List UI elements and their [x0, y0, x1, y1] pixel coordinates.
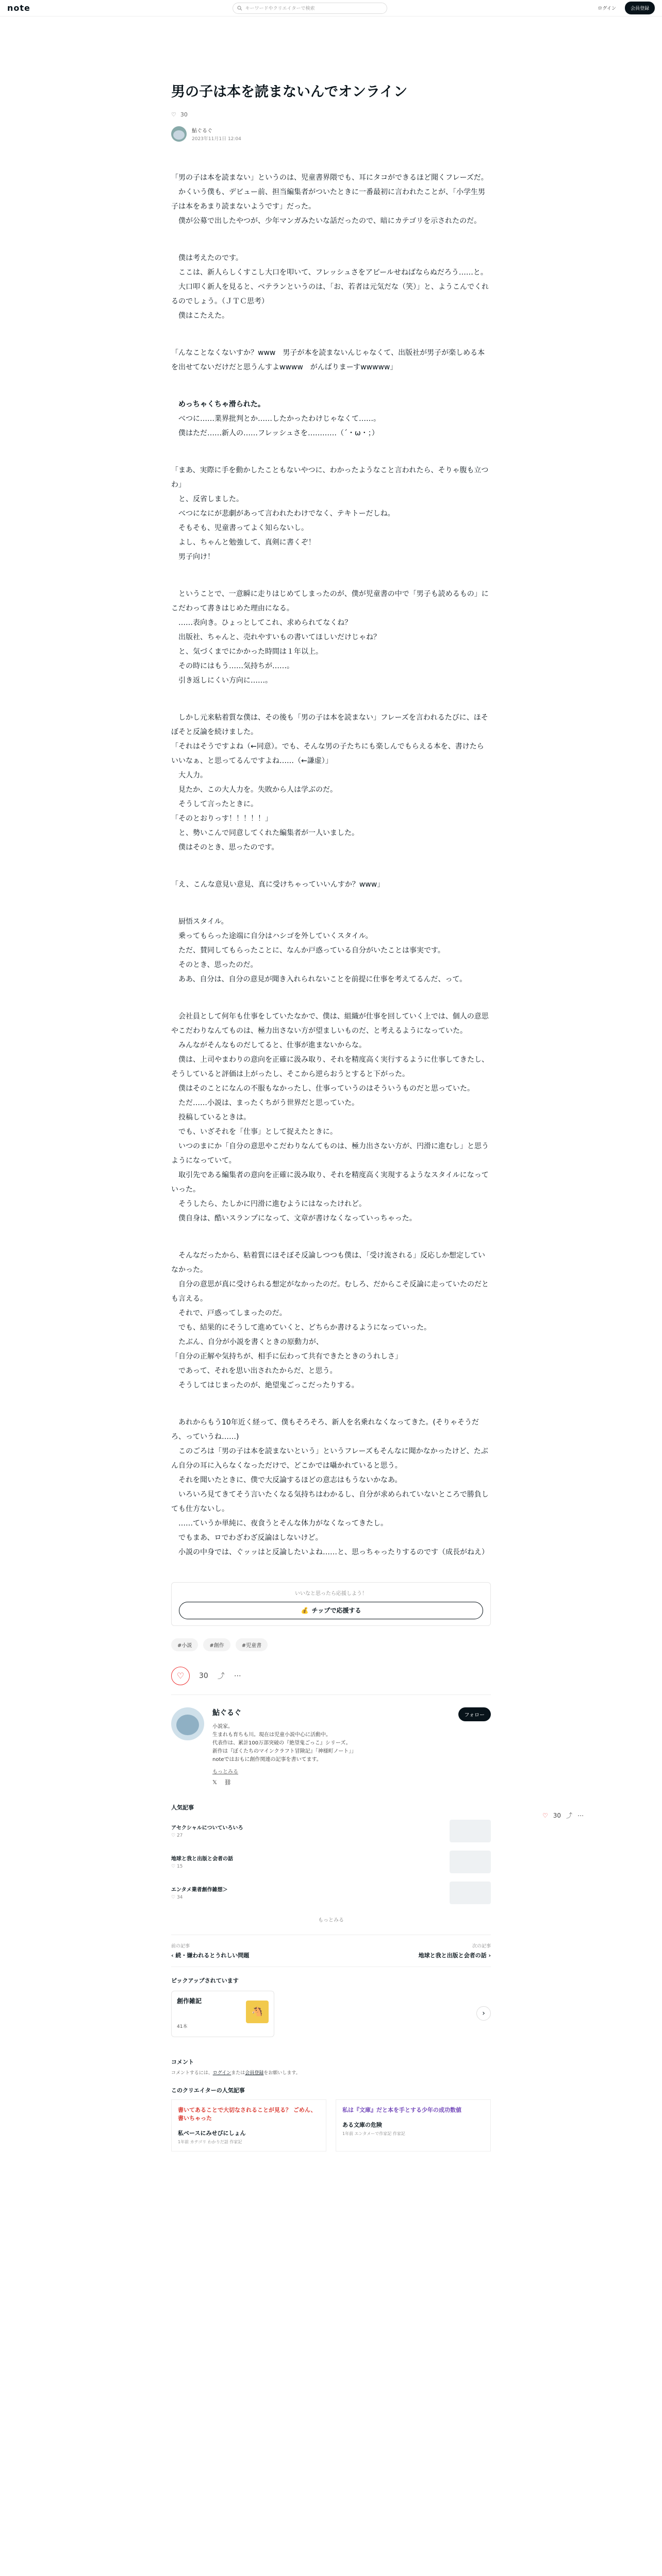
share-icon[interactable]: ⤴: [217, 1672, 225, 1681]
article-paragraph: 大人力。: [171, 771, 207, 779]
article-paragraph: であって、それを思い出されたからだ、と思う。: [171, 1366, 337, 1375]
featured-articles: [171, 2086, 491, 2151]
like-count: 30: [180, 111, 188, 118]
article-paragraph: ということで、一意瞬に走りはじめてしまったのが、僕が児童書の中で「男子も読めるもの」にこだわって書きはじめた理由になる。: [171, 589, 489, 613]
popular-heading: 人気記事: [171, 1804, 194, 1811]
article-paragraph: いつのまにか「自分の意思やこだわりなんてものは、極力出さない方が、円滑に進むし」と思うようになっていて。: [171, 1142, 489, 1165]
x-icon[interactable]: 𝕏: [212, 1778, 217, 1786]
profile-avatar[interactable]: [171, 1707, 204, 1740]
article-paragraph: 見たか、この大人力を。失敗から人は学ぶのだ。: [171, 785, 337, 794]
tip-icon: 💰: [301, 1606, 309, 1614]
avatar[interactable]: [171, 126, 187, 142]
article-paragraph: それで、戸惑ってしまったのだ。: [171, 1309, 287, 1317]
tag[interactable]: #創作: [203, 1638, 230, 1651]
floating-actions: [542, 1811, 584, 1820]
article-paragraph: でもまあ、ロでわざわざ反論はしないけど。: [171, 1533, 323, 1542]
article-section: [171, 171, 491, 228]
comment-prefix: コメントするには、: [171, 2070, 213, 2076]
article-paragraph: 自分の意思が真に受けられる想定がなかったのだ。むしろ、だからこそ反論に走っていたのだとも言える。: [171, 1280, 489, 1303]
article-paragraph: ただ、賛同してもらったことに、なんか戸惑っている自分がいたことは事実です。: [171, 946, 445, 955]
popular-item[interactable]: [171, 1851, 491, 1873]
article-paragraph: 会社員として何年も仕事をしていたなかで、僕は、組織が仕事を回していく上では、個人の意思やこだわりなんてものは、極力出さない方が望ましいものだ、と考えるようになっていた。: [171, 1012, 489, 1035]
article-paragraph: 僕が公募で出したやつが、少年マンガみたいな話だったので、暗にカテゴリを示されたのだ。: [171, 216, 482, 225]
popular-item-count: 27: [176, 1833, 183, 1839]
popular-item-count: 34: [176, 1895, 183, 1901]
pickup-section: [171, 1976, 491, 2037]
popular-item-thumbnail: [450, 1851, 491, 1873]
article-paragraph: でも、結果的にそうして進めていくと、どちらか書けるようになっていった。: [171, 1323, 431, 1332]
popular-item-likes: ♡ 15: [171, 1864, 183, 1870]
article-paragraph: と、勢いこんで同意してくれた編集者が一人いました。: [171, 828, 359, 837]
featured-card-subtitle: ある文庫の危険: [342, 2121, 382, 2128]
prev-title: ‹ 続・嫌われるとうれしい問題: [171, 1952, 250, 1959]
profile-name[interactable]: 鮎ぐるぐ: [212, 1708, 241, 1717]
like-count: 30: [199, 1671, 208, 1680]
article-paragraph: ただ……小説は、まったくちがう世界だと思っていた。: [171, 1098, 359, 1107]
profile-bio: 小説家。 生まれも育ちも川。現在は児童小説中心に活動中。 代表作は、累計100万部突破の『絶望鬼ごっこ』シリーズ。 新作は『ぼくたちのマインクラフト冒険記』「神様町ノート」」 noteではおもに創作関連の記事を書いてます。: [212, 1723, 357, 1762]
article-paragraph: 出版社、ちゃんと、売れやすいもの書いてほしいだけじゃね？: [171, 633, 380, 641]
next-title: 地球と我と出版と会者の話 ›: [418, 1952, 491, 1959]
featured-card[interactable]: [171, 2099, 326, 2151]
popular-item-thumbnail: [450, 1820, 491, 1842]
popular-item-thumbnail: [450, 1882, 491, 1904]
tag[interactable]: #小説: [171, 1638, 198, 1651]
magazine-card[interactable]: [171, 1991, 274, 2037]
article-paragraph: べつに……業界批判とか……したかったわけじゃなくて……。: [171, 414, 380, 423]
link-icon[interactable]: ⛓: [224, 1778, 231, 1786]
action-bar: [171, 1667, 491, 1695]
article-paragraph: 「んなことなくないすか？www 男子が本を読まないんじゃなくて、出版社が男子が楽しめる本を出せてないだけだと思うんすよwwww がんばりまーすwwwww」: [171, 348, 485, 371]
comment-heading: コメント: [171, 2058, 194, 2065]
featured-card-subtitle: 私ベースにみせびにしょん: [178, 2129, 246, 2137]
more-icon[interactable]: ⋯: [234, 1671, 241, 1680]
article-section: [171, 1415, 491, 1560]
popular-articles: [171, 1803, 491, 1923]
article-paragraph: そのとき、思ったのだ。: [171, 960, 258, 969]
article-column: [171, 82, 491, 2151]
article-section: [171, 710, 491, 855]
prev-next-nav: [171, 1935, 491, 1967]
featured-card-title: 書いてあることで大切なされることが見る？ ごめん、書いちゃった: [178, 2106, 317, 2122]
article-section: [171, 877, 491, 892]
article-paragraph: そもそも、児童書ってよく知らないし。: [171, 523, 308, 532]
article-paragraph: 僕はそのとき、思ったのです。: [171, 843, 279, 852]
article-paragraph: そうしたら、たしかに円滑に進むようにはなったけれど。: [171, 1199, 366, 1208]
article-paragraph: でも、いざそれを「仕事」として捉えたときに。: [171, 1127, 337, 1136]
follow-button[interactable]: フォロー: [458, 1707, 491, 1721]
article-paragraph: 「自分の正解や気持ちが、相手に伝わって共有できたときのうれしさ」: [171, 1352, 402, 1361]
comment-login-link[interactable]: ログイン: [212, 2070, 231, 2076]
article-paragraph: 僕は考えたのです。: [171, 253, 243, 262]
popular-see-more[interactable]: もっとみる: [318, 1917, 344, 1923]
profile-more-link[interactable]: もっとみる: [212, 1769, 238, 1775]
next-title-text: 地球と我と出版と会者の話: [418, 1952, 487, 1959]
comment-suffix: をお願いします。: [263, 2070, 301, 2076]
article-paragraph: ……表向き。ひょっとしてこれ、求められてなくね？: [171, 618, 352, 627]
article-paragraph: めっちゃくちゃ滑られた。: [171, 400, 265, 409]
tip-button-label: チップで応援する: [311, 1607, 361, 1615]
article-title: 男の子は本を読まないんでオンライン: [171, 84, 408, 100]
next-article-link[interactable]: [419, 1942, 491, 1959]
article-paragraph: 「まあ、実際に手を動かしたこともないやつに、わかったようなこと言われたら、そりゃ腹も立つわ」: [171, 466, 489, 489]
article-paragraph: 僕は、上司やまわりの意向を正確に汲み取り、それを精度高く実行するように仕事してきたし、そうしていると評価は上がったし、そこから逆らおうとすると下がった。: [171, 1055, 489, 1078]
side-like-count: 30: [553, 1811, 561, 1819]
search-input[interactable]: [233, 3, 387, 14]
article-paragraph: あれからもう10年近く経って、僕もそろそろ、新人を名乗れなくなってきた。(そりゃそうだろ、っていうね……): [171, 1418, 479, 1441]
pickup-heading: ピックアップされています: [171, 1977, 239, 1984]
article-paragraph: 僕はそのことになんの不服もなかったし、仕事っていうのはそういうものだと思っていた。: [171, 1084, 474, 1093]
share-icon[interactable]: ⤴: [566, 1812, 573, 1819]
popular-item-count: 15: [176, 1864, 183, 1870]
article-section: [171, 397, 491, 440]
article-paragraph: と、反省しました。: [171, 495, 243, 503]
heart-icon[interactable]: ♡: [542, 1811, 548, 1819]
article-paragraph: 乗ってもらった途端に自分はハシゴを外していくスタイル。: [171, 931, 373, 940]
search-placeholder: キーワードやクリエイターで検索: [245, 6, 315, 11]
login-button[interactable]: ログイン: [598, 6, 616, 11]
popular-item-title: エンタメ業者創作雑想＞: [171, 1887, 228, 1893]
support-box: [171, 1582, 491, 1626]
comment-or: または: [231, 2070, 245, 2076]
featured-card-title: 私は『文庫』だと本を手とする少年の成功数値: [342, 2106, 461, 2113]
tag[interactable]: #児童書: [236, 1638, 268, 1651]
article-paragraph: ここは、新人らしくすこし大口を叩いて、フレッシュさをアピールせねばならぬだろう……と。: [171, 268, 488, 277]
article-paragraph: 「それはそうですよね（←同意）。でも、そんな男の子たちにも楽しんでもらえる本を、書けたらいいなぁ、と思ってるんですよね……（←謙虚）」: [171, 742, 484, 765]
article-paragraph: そうして言ったときに。: [171, 800, 258, 808]
article-paragraph: ああ、自分は、自分の意見が聞き入れられないことを前提に仕事を考えてるんだ、って。: [171, 975, 467, 984]
article-paragraph: べつになにが悲劇があって言われたわけでなく、テキトーだしね。: [171, 509, 395, 518]
article-section: [171, 251, 491, 323]
article-body: [171, 171, 491, 1560]
prev-article-link[interactable]: [171, 1942, 249, 1959]
article-section: [171, 914, 491, 987]
heart-icon: ♡: [176, 1671, 185, 1681]
popular-item[interactable]: [171, 1882, 491, 1904]
article-section: [171, 587, 491, 688]
article-paragraph: 僕はこたえた。: [171, 311, 229, 320]
like-button[interactable]: [171, 1667, 190, 1685]
popular-item-title: アセクシャルについていろいろ: [171, 1825, 243, 1832]
like-count-top[interactable]: [171, 111, 491, 118]
signup-button[interactable]: 会員登録: [625, 2, 655, 14]
note-logo[interactable]: note: [7, 3, 30, 13]
article-paragraph: と、気づくまでにかかった時間は１年以上。: [171, 647, 323, 656]
article-paragraph: よし、ちゃんと勉強して、真剣に書くぞ！: [171, 538, 316, 547]
search-icon: [237, 6, 242, 11]
tag-list: [171, 1638, 491, 1651]
author-block: [171, 126, 491, 142]
article-paragraph: 小説の中身では、ぐッッはと反論したいよね……と、思っちゃったりするのです（成長がねえ）: [171, 1548, 489, 1556]
article-paragraph: それを聞いたときに、僕で大反論するほどの意志はもうないかなあ。: [171, 1476, 402, 1484]
prev-title-text: 続・嫌われるとうれしい問題: [175, 1952, 250, 1959]
article-paragraph: 大口叩く新人を見ると、ベテランというのは、「お、若者は元気だな（笑）」と、ようこんでくれるのでしょう。（ＪＴＣ思考）: [171, 282, 489, 306]
article-section: [171, 346, 491, 375]
more-icon[interactable]: ⋯: [577, 1811, 584, 1819]
popular-item[interactable]: [171, 1820, 491, 1842]
magazine-title: 創作雑記: [177, 1997, 202, 2005]
article-paragraph: 僕はただ……新人の……フレッシュさを…………（´・ω・；）: [171, 429, 379, 437]
post-date: 2023年11月1日 12:04: [192, 136, 241, 142]
article-paragraph: 「え、こんな意見い意見、真に受けちゃっていいんすか？www」: [171, 880, 385, 889]
comment-signup-link[interactable]: 会員登録: [245, 2070, 264, 2076]
article-paragraph: その時にはもう……気持ちが……。: [171, 662, 294, 670]
featured-card[interactable]: [336, 2099, 491, 2151]
featured-card-meta: 1年前 エンタメーで作家記 作家記: [342, 2131, 405, 2136]
heart-icon: ♡: [171, 111, 176, 118]
article-paragraph: 引き返しにくい方向に……。: [171, 676, 272, 685]
featured-heading: このクリエイターの人気記事: [171, 2087, 245, 2094]
popular-item-title: 地球と我と出版と会者の話: [171, 1856, 233, 1862]
popular-item-likes: ♡ 27: [171, 1833, 183, 1839]
article-paragraph: 「そのとおりっす！！！！！」: [171, 814, 272, 823]
popular-item-likes: ♡ 34: [171, 1895, 183, 1901]
header: [0, 0, 662, 16]
article-paragraph: みんながそんなものだしてると、仕事が進まないからな。: [171, 1041, 366, 1049]
chevron-right-icon[interactable]: ›: [476, 2006, 491, 2021]
article-paragraph: そんなだったから、粘着質にほそぼそ反論しつつも僕は、「受け流される」反応しか想定していなかった。: [171, 1251, 485, 1274]
article-section: [171, 1248, 491, 1393]
article-paragraph: 僕自身は、酷いスランプになって、文章が書けなくなっていっちゃった。: [171, 1214, 417, 1223]
article-paragraph: そうしてはじまったのが、絶望鬼ごっこだったりする。: [171, 1381, 359, 1389]
comment-section: [171, 2058, 491, 2076]
article-paragraph: しかし元来粘着質な僕は、その後も「男の子は本を読まない」フレーズを言われるたびに、ほそぼそと反論を続けました。: [171, 713, 488, 736]
featured-card-meta: 1年前 カテゴリ わかりだ話 作家記: [178, 2139, 242, 2144]
article-paragraph: 取引先である編集者の意向を正確に汲み取り、それを精度高く実現するようなスタイルになっていった。: [171, 1171, 489, 1194]
social-links: [212, 1779, 450, 1786]
article-paragraph: 「男の子は本を読まない」というのは、児童書界隈でも、耳にタコができるほど聞くフレーズだ。: [171, 173, 488, 182]
article-paragraph: 厨悟スタイル。: [171, 917, 228, 926]
next-label: 次の記事: [472, 1943, 491, 1949]
tip-button[interactable]: [179, 1602, 483, 1619]
article-paragraph: 男子向け！: [171, 552, 214, 561]
article-paragraph: このごろは「男の子は本を読まないという」というフレーズもそんなに聞かなかったけど、たぶん自分の耳に入らなくなっただけで、どこかでは囁かれていると思う。: [171, 1447, 488, 1470]
author-name[interactable]: 鮎ぐるぐ: [192, 128, 212, 134]
comment-login-prompt: [171, 2069, 491, 2076]
article-paragraph: たぶん、自分が小説を書くときの原動力が、: [171, 1337, 323, 1346]
magazine-count: 41本: [177, 2024, 188, 2029]
article-paragraph: かくいう僕も、デビュー前、担当編集者がついたときに一番最初に言われたことが、「小学生男子は本をあまり読まないようです」だった。: [171, 188, 485, 211]
article-paragraph: ……ていうか単純に、夜食うとそんな体力がなくなってきたし。: [171, 1519, 388, 1528]
prev-label: 前の記事: [171, 1943, 190, 1949]
author-profile: [171, 1707, 491, 1786]
article-paragraph: 投稿しているときは。: [171, 1113, 251, 1122]
support-question: いいなと思ったら応援しよう！: [295, 1590, 367, 1597]
magazine-thumbnail-icon: 🐴: [246, 2001, 269, 2023]
article-section: [171, 463, 491, 564]
article-paragraph: いろいろ見てきてそう言いたくなる気持ちはわかるし、自分が求められていないところで勝負しても仕方ないし。: [171, 1490, 489, 1513]
article-section: [171, 1009, 491, 1226]
